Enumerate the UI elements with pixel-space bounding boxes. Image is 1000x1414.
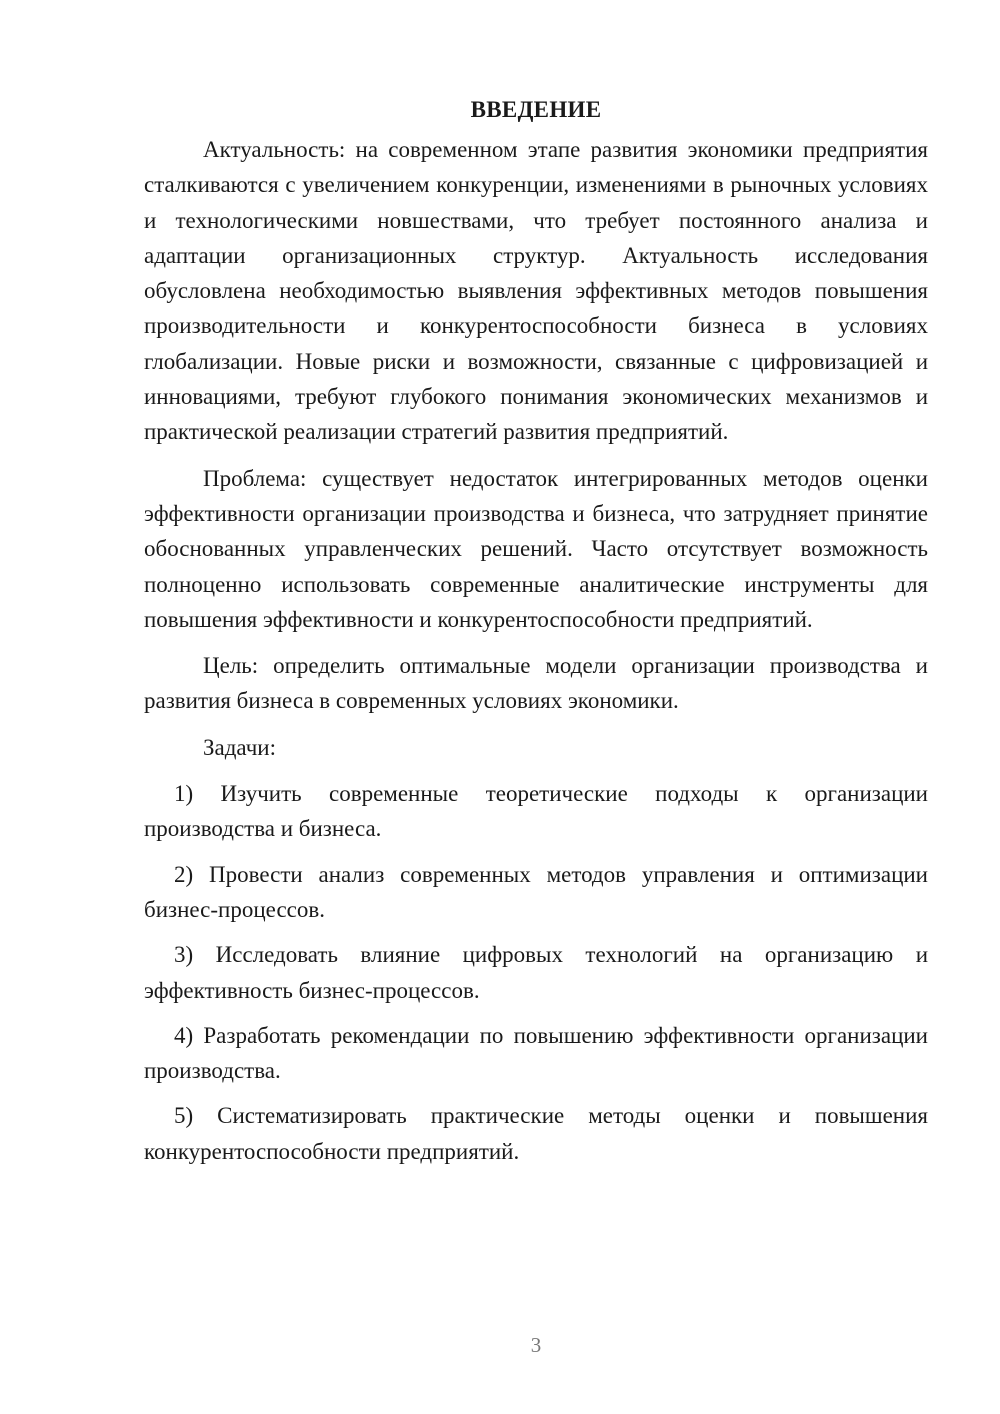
paragraph-goal: Цель: определить оптимальные модели организации производства и развития бизнеса в современных условиях экономики. [144, 653, 928, 714]
task-item: 1) Изучить современные теоретические подходы к организации производства и бизнеса. [144, 781, 928, 842]
paragraph-problem: Проблема: существует недостаток интегрированных методов оценки эффективности организации производства и бизнеса, что затрудняет принятие обоснованных управленческих решений. Часто отсутствует возможность полноценно использовать современные аналитические инструменты для повышения эффективности и конкурентоспособности предприятий. [144, 465, 928, 632]
section-title: ВВЕДЕНИЕ [470, 97, 602, 122]
task-item: 3) Исследовать влияние цифровых технологий на организацию и эффективность бизнес-процессов. [144, 942, 928, 1003]
document-page [144, 92, 928, 1179]
task-item: 4) Разработать рекомендации по повышению эффективности организации производства. [144, 1022, 928, 1084]
task-item: 5) Систематизировать практические методы оценки и повышения конкурентоспособности предприятий. [144, 1103, 928, 1164]
task-item: 2) Провести анализ современных методов управления и оптимизации бизнес-процессов. [144, 861, 928, 922]
paragraph-tasks-heading: Задачи: [203, 734, 276, 760]
paragraph-relevance: Актуальность: на современном этапе развития экономики предприятия сталкиваются с увеличением конкуренции, изменениями в рыночных условиях и технологическими новшествами, что требует постоянного анализа и адаптации организационных структур. Актуальность исследования обусловлена необходимостью выявления эффективных методов повышения производительности и конкурентоспособности бизнеса в условиях глобализации. Новые риски и возможности, связанные с цифровизацией и инновациями, требуют глубокого понимания экономических механизмов и практической реализации стратегий развития предприятий. [144, 137, 928, 445]
page-number: 3 [530, 1333, 542, 1357]
